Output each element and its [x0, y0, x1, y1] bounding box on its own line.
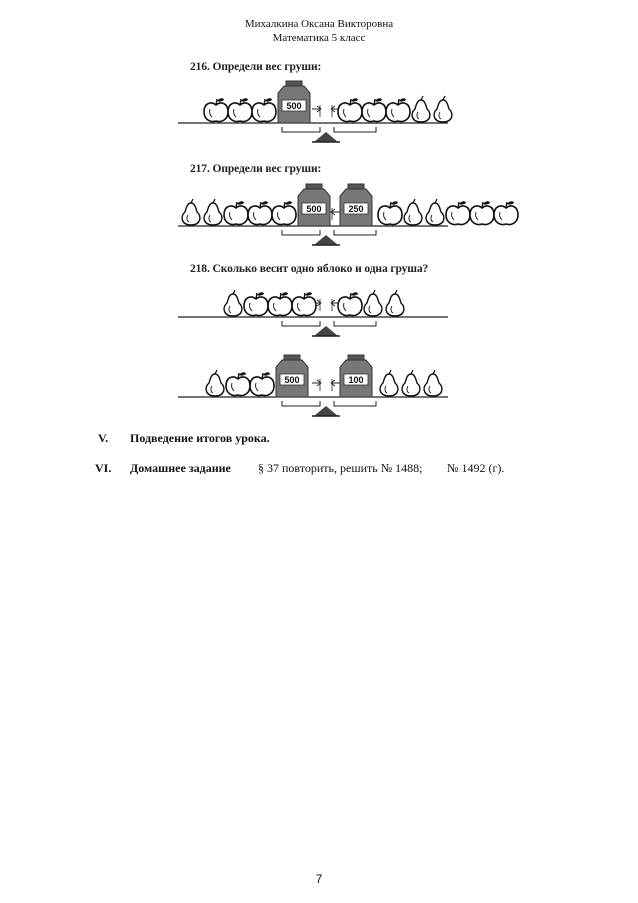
- header-subject: Математика 5 класс: [272, 32, 366, 44]
- problem-217-title: 217. Определи вес груши:: [190, 163, 322, 175]
- pear-icon: [364, 290, 382, 316]
- balance-scale-3: [0, 277, 638, 347]
- apple-icon: [204, 98, 228, 121]
- weight-icon: [298, 184, 330, 226]
- fulcrum-icon: [314, 235, 338, 245]
- weight-icon: [278, 81, 310, 123]
- balance-scale-1: [0, 75, 638, 160]
- pear-icon: [380, 370, 398, 396]
- apple-icon: [386, 98, 410, 121]
- homework-text-2: № 1492 (г).: [447, 461, 505, 475]
- pear-icon: [426, 199, 444, 225]
- pan-left: [282, 230, 320, 235]
- weight-icon: [276, 355, 308, 397]
- weight-icon: [340, 355, 372, 397]
- page-number: 7: [315, 872, 323, 886]
- section-vi-label: Домашнее задание: [130, 461, 231, 475]
- apple-icon: [470, 201, 494, 224]
- apple-icon: [228, 98, 252, 121]
- apple-icon: [252, 98, 276, 121]
- pear-icon: [204, 199, 222, 225]
- weight-label: 500: [286, 101, 302, 111]
- fulcrum-icon: [314, 132, 338, 142]
- pear-icon: [402, 370, 420, 396]
- pan-right: [334, 230, 376, 235]
- fulcrum-icon: [314, 406, 338, 416]
- pan-left: [282, 321, 320, 326]
- pear-icon: [386, 290, 404, 316]
- pear-icon: [434, 96, 452, 122]
- balance-scale-2: [0, 176, 638, 261]
- apple-icon: [268, 292, 292, 315]
- weight-icon: [340, 184, 372, 226]
- pan-left: [282, 127, 320, 132]
- apple-icon: [292, 292, 316, 315]
- apple-icon: [248, 201, 272, 224]
- apple-icon: [224, 201, 248, 224]
- apple-icon: [244, 292, 268, 315]
- pear-icon: [424, 370, 442, 396]
- apple-icon: [338, 98, 362, 121]
- pear-icon: [206, 370, 224, 396]
- homework-text: § 37 повторить, решить № 1488;: [258, 461, 423, 475]
- apple-icon: [494, 201, 518, 224]
- pear-icon: [412, 96, 430, 122]
- problem-216-title: 216. Определи вес груши:: [190, 61, 322, 73]
- weight-label: 500: [284, 375, 300, 385]
- header-author: Михалкина Оксана Викторовна: [244, 18, 394, 30]
- fulcrum-icon: [314, 326, 338, 336]
- section-v-label: Подведение итогов урока.: [130, 431, 270, 445]
- pear-icon: [182, 199, 200, 225]
- apple-icon: [362, 98, 386, 121]
- pan-right: [334, 321, 376, 326]
- apple-icon: [250, 372, 274, 395]
- apple-icon: [378, 201, 402, 224]
- pan-right: [334, 401, 376, 406]
- pan-right: [334, 127, 376, 132]
- section-v-number: V.: [98, 431, 109, 445]
- apple-icon: [446, 201, 470, 224]
- section-vi-number: VI.: [95, 461, 112, 475]
- weight-label: 100: [348, 375, 364, 385]
- problem-218-title: 218. Сколько весит одно яблоко и одна груша?: [190, 263, 429, 275]
- pan-left: [282, 401, 320, 406]
- apple-icon: [226, 372, 250, 395]
- pear-icon: [404, 199, 422, 225]
- apple-icon: [338, 292, 362, 315]
- weight-label: 250: [348, 204, 364, 214]
- balance-scale-4: [0, 352, 638, 437]
- pear-icon: [224, 290, 242, 316]
- apple-icon: [272, 201, 296, 224]
- weight-label: 500: [306, 204, 322, 214]
